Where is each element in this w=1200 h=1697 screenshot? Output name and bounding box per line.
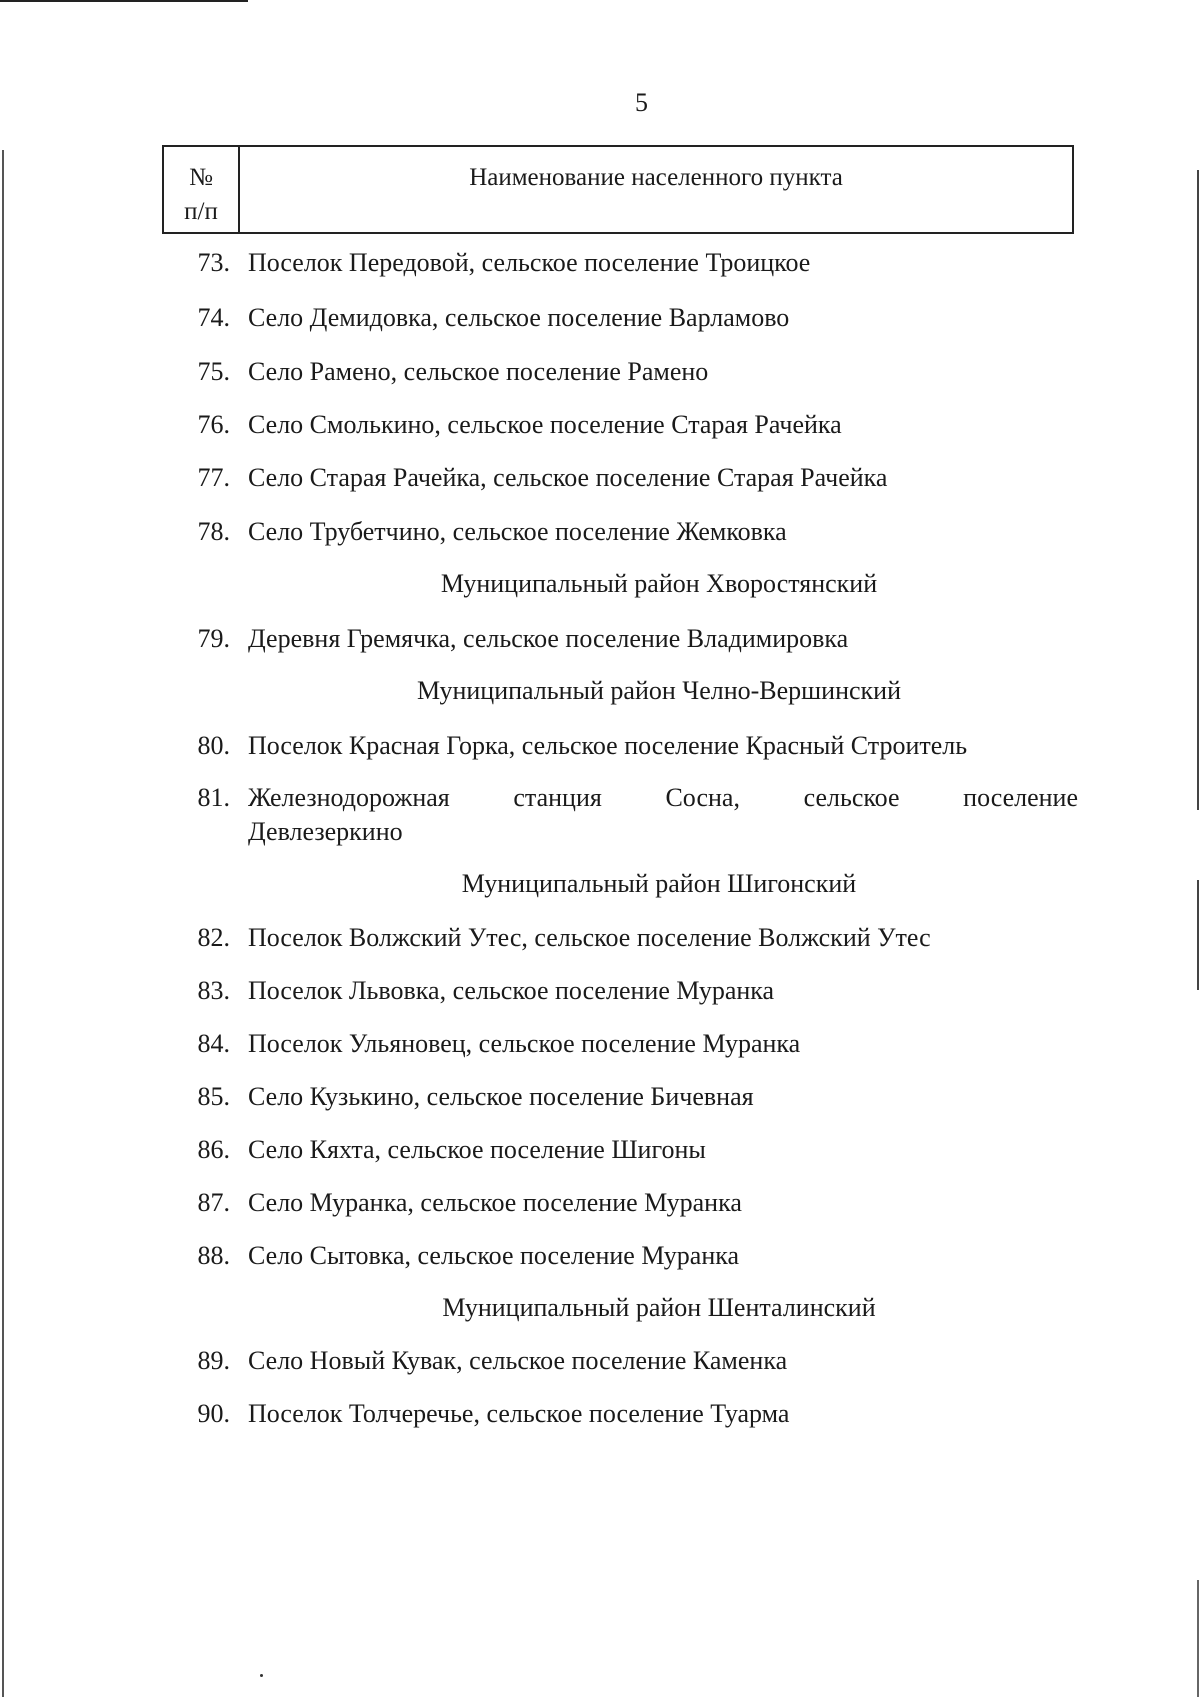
list-item-number: 89. (197, 1346, 230, 1375)
list-item-text: Поселок Ульяновец, сельское поселение Муранка (248, 1029, 801, 1058)
list-item-text: Поселок Передовой, сельское поселение Троицкое (248, 248, 811, 277)
list-item-number: 77. (197, 463, 230, 492)
list-item-text: Село Демидовка, сельское поселение Варламово (248, 303, 790, 332)
list-item-text: Село Новый Кувак, сельское поселение Каменка (248, 1346, 788, 1375)
list-item-number: 87. (197, 1188, 230, 1217)
list-item-text: Село Кяхта, сельское поселение Шигоны (248, 1135, 706, 1164)
list-item-number: 84. (197, 1029, 230, 1058)
list-item-text-continued: Девлезеркино (248, 817, 403, 846)
list-item-number: 82. (197, 923, 230, 952)
list-item-text: Село Кузькино, сельское поселение Бичевная (248, 1082, 754, 1111)
list-item-number: 81. (197, 783, 230, 812)
list-item-number: 75. (197, 357, 230, 386)
list-item-number: 83. (197, 976, 230, 1005)
list-item-text: Поселок Толчеречье, сельское поселение Туарма (248, 1399, 790, 1428)
list-item-text: Поселок Красная Горка, сельское поселение Красный Строитель (248, 731, 968, 760)
list-item-text: Железнодорожная станция Сосна, сельское поселение (248, 783, 1078, 812)
list-item-text: Село Смолькино, сельское поселение Старая Рачейка (248, 410, 842, 439)
list-item-number: 80. (197, 731, 230, 760)
list-item-text: Деревня Гремячка, сельское поселение Владимировка (248, 624, 849, 653)
district-heading: Муниципальный район Челно-Вершинский (416, 676, 902, 705)
list-item-text: Село Сытовка, сельское поселение Муранка (248, 1241, 740, 1270)
column-name-header: Наименование населенного пункта (469, 164, 843, 191)
district-heading: Муниципальный район Хворостянский (440, 569, 878, 598)
list-item-number: 85. (197, 1082, 230, 1111)
list-item-number: 76. (197, 410, 230, 439)
district-heading: Муниципальный район Шенталинский (442, 1293, 876, 1322)
list-item-text: Село Старая Рачейка, сельское поселение Старая Рачейка (248, 463, 888, 492)
list-item-text: Поселок Львовка, сельское поселение Муранка (248, 976, 775, 1005)
list-item-number: 74. (197, 303, 230, 332)
list-item-number: 90. (197, 1399, 230, 1428)
list-item-text: Село Трубетчино, сельское поселение Жемковка (248, 517, 787, 546)
list-item-number: 78. (197, 517, 230, 546)
list-item-number: 79. (197, 624, 230, 653)
list-item-text: Село Муранка, сельское поселение Муранка (248, 1188, 742, 1217)
list-item-number: 73. (197, 248, 230, 277)
list-item-number: 88. (197, 1241, 230, 1270)
page-number: 5 (635, 88, 648, 117)
list-item-text: Поселок Волжский Утес, сельское поселение Волжский Утес (248, 923, 931, 952)
column-number-symbol: № (189, 164, 213, 191)
column-number-abbr: п/п (184, 198, 218, 225)
list-item-number: 86. (197, 1135, 230, 1164)
list-item-text: Село Рамено, сельское поселение Рамено (248, 357, 709, 386)
district-heading: Муниципальный район Шигонский (461, 869, 857, 898)
